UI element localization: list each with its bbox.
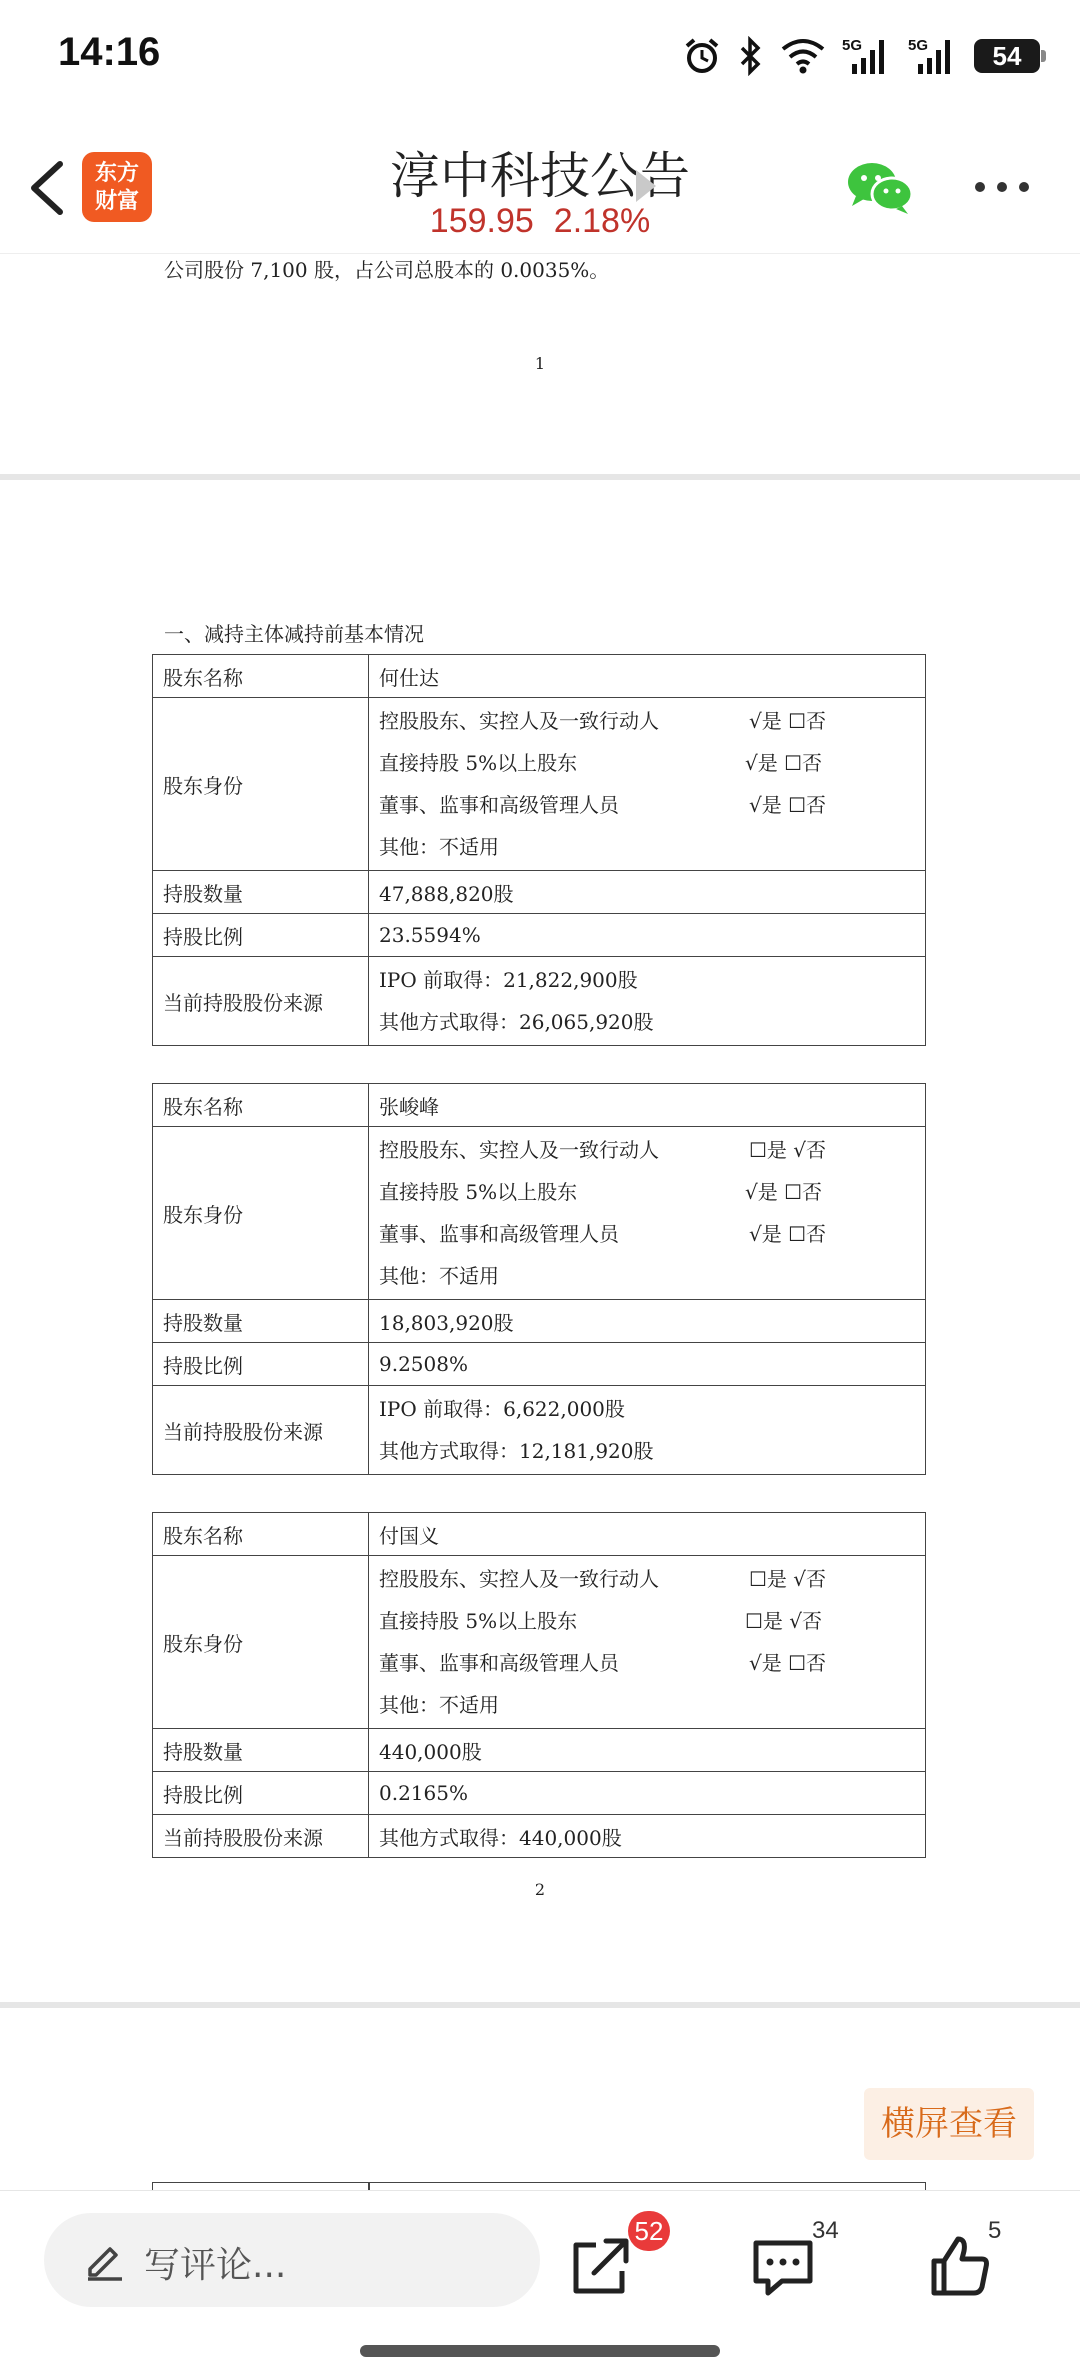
share-source: IPO 前取得：21,822,900股 (379, 968, 638, 992)
identity-mark: √是 ☐否 (745, 1180, 823, 1204)
label-identity: 股东身份 (153, 1127, 369, 1300)
signal-5g-icon (842, 36, 892, 76)
share-count-badge: 52 (628, 2211, 670, 2251)
svg-text:5G: 5G (908, 37, 929, 54)
signal-5g-icon-2 (908, 36, 958, 76)
label-name: 股东名称 (153, 1084, 369, 1127)
share-source: IPO 前取得：6,622,000股 (379, 1397, 625, 1421)
like-count: 5 (988, 2217, 1002, 2244)
stock-price: 159.95 (429, 202, 534, 240)
shareholding-ratio: 23.5594% (369, 914, 926, 957)
identity-mark: √是 ☐否 (749, 793, 827, 817)
label-ratio: 持股比例 (153, 1343, 369, 1386)
identity-mark: √是 ☐否 (745, 751, 823, 775)
identity-mark: ☐是 √否 (749, 1567, 827, 1591)
label-quantity: 持股数量 (153, 871, 369, 914)
wechat-share-icon[interactable] (846, 160, 914, 216)
next-arrow-icon[interactable] (636, 170, 656, 202)
wifi-icon (780, 37, 826, 75)
label-quantity: 持股数量 (153, 1300, 369, 1343)
page-divider (0, 2002, 1080, 2008)
shareholding-quantity: 440,000股 (369, 1729, 926, 1772)
label-identity: 股东身份 (153, 1556, 369, 1729)
label-source: 当前持股股份来源 (153, 957, 369, 1046)
shareholder-name: 付国义 (369, 1513, 926, 1556)
identity-mark: √是 ☐否 (749, 1222, 827, 1246)
identity-mark: √是 ☐否 (749, 1651, 827, 1675)
eastmoney-logo[interactable]: 东方 财富 (82, 152, 152, 222)
stock-quote (0, 202, 1080, 241)
page-number: 1 (534, 354, 546, 373)
shareholding-ratio: 0.2165% (369, 1772, 926, 1815)
alarm-icon (682, 36, 722, 76)
bluetooth-icon (738, 36, 764, 76)
battery-indicator: 54 (974, 39, 1040, 73)
label-name: 股东名称 (153, 1513, 369, 1556)
like-icon[interactable] (926, 2231, 996, 2301)
identity-mark: ☐是 √否 (749, 1138, 827, 1162)
page-title: 淳中科技公告 (390, 147, 690, 205)
announcement-document[interactable] (0, 254, 1080, 2190)
label-source: 当前持股股份来源 (153, 1815, 369, 1858)
comment-count: 34 (812, 2217, 839, 2244)
status-time: 14:16 (58, 30, 161, 74)
label-source: 当前持股股份来源 (153, 1386, 369, 1475)
share-source: 其他方式取得：440,000股 (369, 1815, 926, 1858)
page-divider (0, 474, 1080, 480)
shareholder-table-3: 股东名称 付国义 股东身份 控股股东、实控人及一致行动人 ☐是 √否 直接持股 5%以上股东 ☐是 √否 董事、监事和高级管理人员 √是 ☐否 其他：不适用 持股数量 440,000股 持股比例 0.2165% 当前持股股份来源 其他方式取得：440,000股 (152, 1512, 926, 1858)
status-icons (682, 34, 1040, 78)
next-table-edge (152, 2182, 926, 2190)
label-ratio: 持股比例 (153, 1772, 369, 1815)
status-bar (0, 0, 1080, 110)
section-title: 一、减持主体减持前基本情况 (164, 622, 424, 646)
shareholding-quantity: 47,888,820股 (369, 871, 926, 914)
label-quantity: 持股数量 (153, 1729, 369, 1772)
page-number: 2 (534, 1880, 546, 1899)
shareholder-table-2: 股东名称 张峻峰 股东身份 控股股东、实控人及一致行动人 ☐是 √否 直接持股 5%以上股东 √是 ☐否 董事、监事和高级管理人员 √是 ☐否 其他：不适用 持股数量 18,803,920股 持股比例 9.2508% 当前持股股份来源 IPO 前取得：6,622,000股 其他方式取得：12,181,920股 (152, 1083, 926, 1475)
share-source: 其他方式取得：12,181,920股 (379, 1439, 654, 1463)
home-indicator[interactable] (360, 2345, 720, 2357)
identity-mark: ☐是 √否 (745, 1609, 823, 1633)
svg-text:5G: 5G (842, 37, 863, 54)
doc-text-line: 公司股份 7,100 股，占公司总股本的 0.0035%。 (164, 258, 610, 282)
shareholder-name: 何仕达 (369, 655, 926, 698)
identity-mark: √是 ☐否 (749, 709, 827, 733)
shareholding-ratio: 9.2508% (369, 1343, 926, 1386)
stock-change: 2.18% (553, 202, 651, 240)
bottom-action-bar (0, 2190, 1080, 2376)
landscape-view-button[interactable]: 横屏查看 (864, 2088, 1034, 2160)
comment-placeholder: 写评论... (144, 2245, 287, 2286)
label-identity: 股东身份 (153, 698, 369, 871)
shareholding-quantity: 18,803,920股 (369, 1300, 926, 1343)
app-header (0, 120, 1080, 254)
share-source: 其他方式取得：26,065,920股 (379, 1010, 654, 1034)
shareholder-name: 张峻峰 (369, 1084, 926, 1127)
more-icon[interactable] (972, 180, 1032, 194)
comment-input[interactable] (44, 2213, 540, 2307)
comment-icon[interactable] (748, 2231, 818, 2301)
share-icon[interactable] (566, 2231, 636, 2301)
shareholder-table-1: 股东名称 何仕达 股东身份 控股股东、实控人及一致行动人 √是 ☐否 直接持股 5%以上股东 √是 ☐否 董事、监事和高级管理人员 √是 ☐否 其他：不适用 持股数量 47,888,820股 持股比例 23.5594% 当前持股股份来源 IPO 前取得：21,822,900股 其他方式取得：26,065,920股 (152, 654, 926, 1046)
label-ratio: 持股比例 (153, 914, 369, 957)
label-name: 股东名称 (153, 655, 369, 698)
pencil-icon (84, 2239, 126, 2281)
